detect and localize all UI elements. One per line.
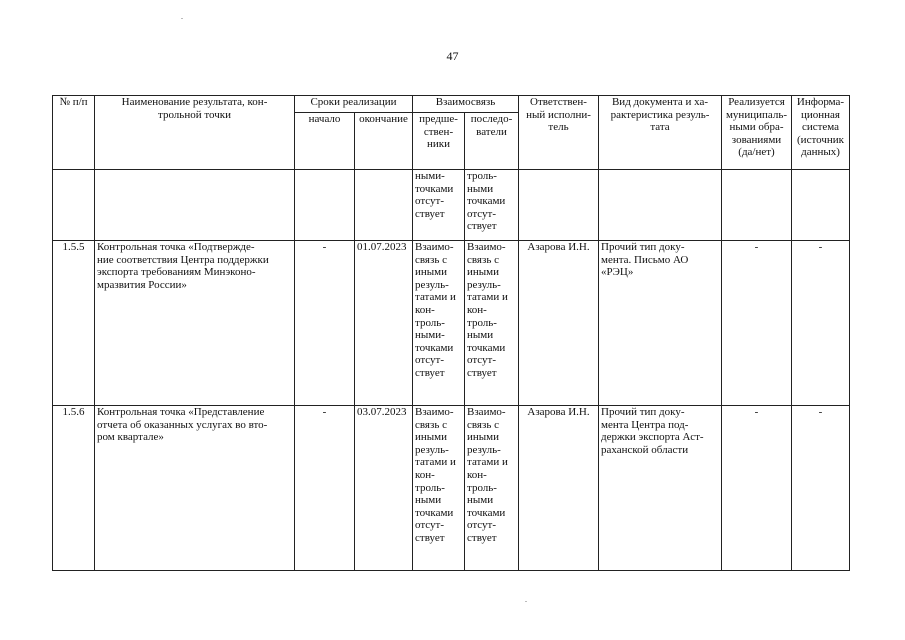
row-successors: Взаимо- связь с иными резуль- татами и кон- троль- ными точками отсут- ствует bbox=[465, 406, 519, 571]
row-successors: троль- ными точками отсут- ствует bbox=[465, 170, 519, 241]
row-num: 1.5.6 bbox=[53, 406, 95, 571]
scan-speck bbox=[525, 601, 527, 602]
row-info-system bbox=[792, 170, 850, 241]
header-name: Наименование результата, кон- трольной точки bbox=[95, 96, 295, 170]
row-end: 03.07.2023 bbox=[355, 406, 413, 571]
row-predecessors: Взаимо- связь с иными резуль- татами и кон- троль- ными точками отсут- ствует bbox=[413, 406, 465, 571]
row-municipal: - bbox=[722, 406, 792, 571]
row-end: 01.07.2023 bbox=[355, 241, 413, 406]
header-predecessors: предше- ствен- ники bbox=[413, 113, 465, 170]
row-name: Контрольная точка «Подтвержде- ние соответствия Центра поддержки экспорта требованиям Минэконо- мразвития России» bbox=[95, 241, 295, 406]
header-end: окончание bbox=[355, 113, 413, 170]
header-start: начало bbox=[295, 113, 355, 170]
header-relation: Взаимосвязь bbox=[413, 96, 519, 113]
row-doc-type: Прочий тип доку- мента. Письмо АО «РЭЦ» bbox=[599, 241, 722, 406]
row-name bbox=[95, 170, 295, 241]
header-municipal: Реализуется муниципаль- ными обра- зованиями (да/нет) bbox=[722, 96, 792, 170]
row-successors: Взаимо- связь с иными резуль- татами и кон- троль- ными точками отсут- ствует bbox=[465, 241, 519, 406]
header-responsible: Ответствен- ный исполни- тель bbox=[519, 96, 599, 170]
row-num bbox=[53, 170, 95, 241]
row-municipal: - bbox=[722, 241, 792, 406]
row-doc-type bbox=[599, 170, 722, 241]
header-successors: последо- ватели bbox=[465, 113, 519, 170]
plan-table bbox=[52, 95, 850, 571]
table-row bbox=[53, 406, 850, 571]
row-name: Контрольная точка «Представление отчета об оказанных услугах во вто- ром квартале» bbox=[95, 406, 295, 571]
header-doc-type: Вид документа и ха- рактеристика резуль- тата bbox=[599, 96, 722, 170]
header-row-1 bbox=[53, 96, 850, 113]
row-num: 1.5.5 bbox=[53, 241, 95, 406]
row-start: - bbox=[295, 406, 355, 571]
header-info-system: Информа- ционная система (источник данных) bbox=[792, 96, 850, 170]
row-municipal bbox=[722, 170, 792, 241]
page-number: 47 bbox=[446, 49, 459, 63]
table-row bbox=[53, 241, 850, 406]
row-responsible: Азарова И.Н. bbox=[519, 406, 599, 571]
header-timing: Сроки реализации bbox=[295, 96, 413, 113]
row-predecessors: ными- точками отсут- ствует bbox=[413, 170, 465, 241]
header-num: № п/п bbox=[53, 96, 95, 170]
row-start bbox=[295, 170, 355, 241]
row-start: - bbox=[295, 241, 355, 406]
row-responsible: Азарова И.Н. bbox=[519, 241, 599, 406]
scan-speck bbox=[181, 18, 183, 19]
row-doc-type: Прочий тип доку- мента Центра под- держки экспорта Аст- раханской области bbox=[599, 406, 722, 571]
row-info-system: - bbox=[792, 406, 850, 571]
row-predecessors: Взаимо- связь с иными резуль- татами и кон- троль- ными- точками отсут- ствует bbox=[413, 241, 465, 406]
row-info-system: - bbox=[792, 241, 850, 406]
row-end bbox=[355, 170, 413, 241]
row-responsible bbox=[519, 170, 599, 241]
table-row bbox=[53, 170, 850, 241]
